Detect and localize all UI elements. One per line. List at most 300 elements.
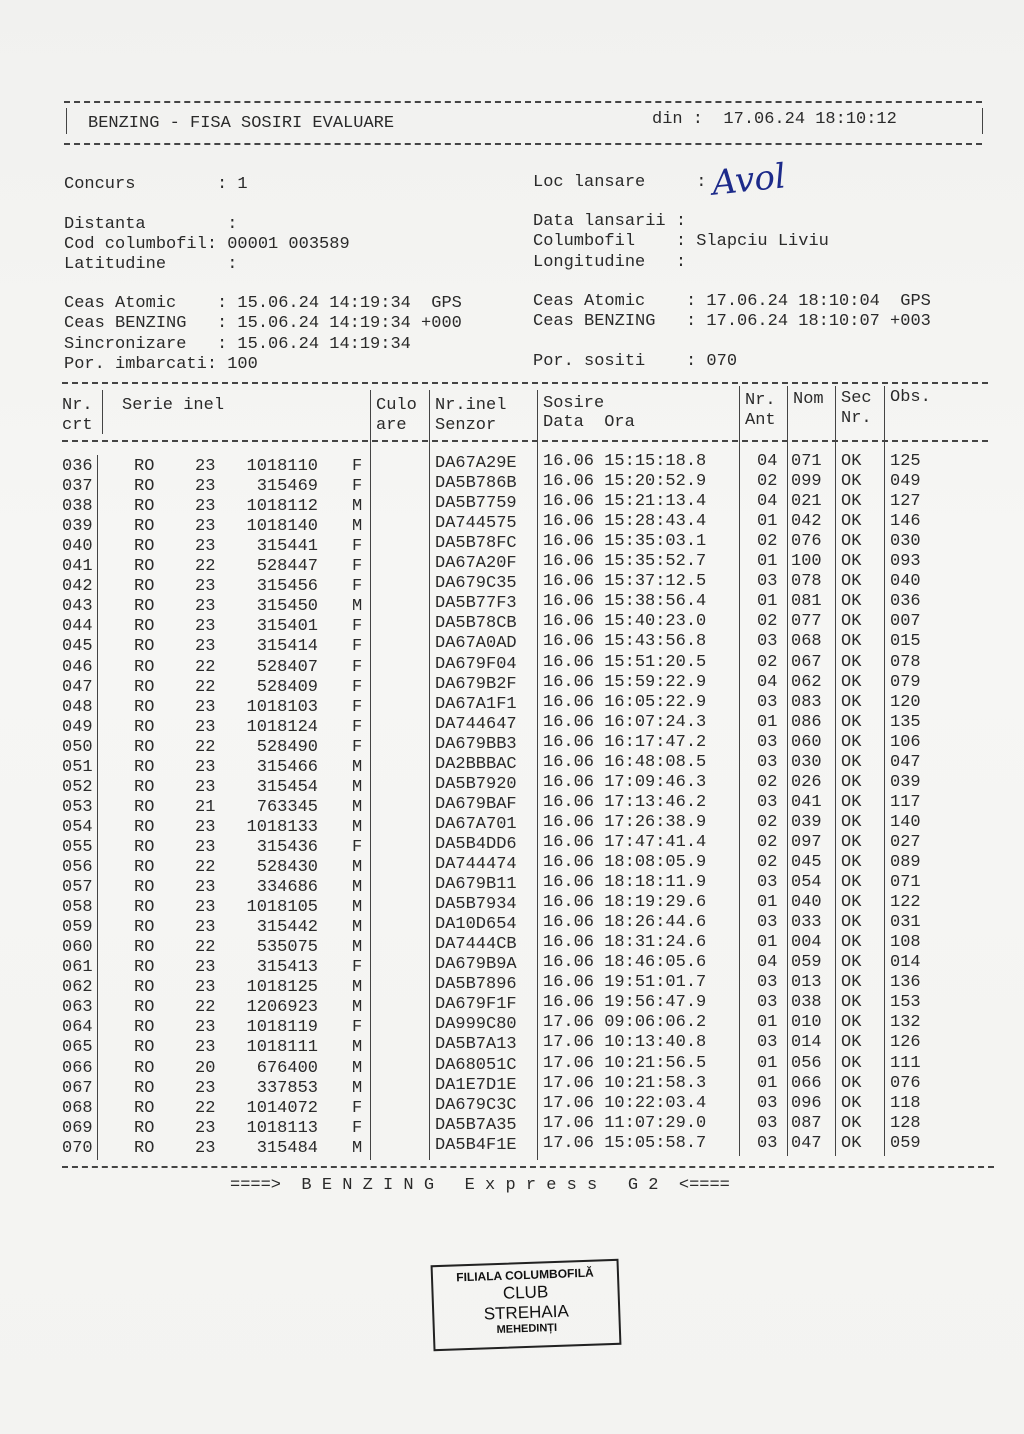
col-nr: Nr. (62, 396, 93, 415)
table-row: 060 RO 22 535075 M DA7444CB 16.06 18:31:24.6 01 004 OK 108 (62, 933, 921, 958)
cell-sex: M (352, 858, 363, 877)
cell-crt: 070 (62, 1138, 93, 1158)
cell-sensor: DA67A0AD (435, 634, 517, 654)
cell-nom: 062 (791, 672, 822, 692)
cell-sec: OK (841, 933, 862, 953)
table-row: 056 RO 22 528430 M DA744474 16.06 18:08:05.9 02 045 OK 089 (62, 853, 921, 877)
cell-sex: M (352, 817, 363, 837)
cell-crt: 054 (62, 817, 93, 837)
cell-sec: OK (841, 672, 862, 692)
cell-nom: 059 (791, 953, 822, 973)
col-senzor: Senzor (435, 416, 497, 435)
cell-sensor: DA5B7934 (435, 895, 517, 915)
cell-sec: OK (841, 893, 862, 913)
cell-sex: F (352, 637, 363, 657)
cell-obs: 049 (890, 472, 921, 492)
cell-year: 23 (195, 1118, 216, 1138)
cell-country: RO (134, 697, 155, 717)
cell-obs: 059 (890, 1133, 921, 1153)
info-columbofil: Columbofil : Slapciu Liviu (533, 232, 829, 251)
cell-ant: 03 (757, 732, 778, 752)
cell-arrival: 16.06 15:38:56.4 (543, 592, 707, 612)
header-bottom-border (64, 143, 982, 145)
cell-ant: 04 (757, 672, 778, 692)
cell-year: 23 (195, 757, 216, 777)
cell-nom: 077 (791, 612, 822, 632)
cell-country: RO (134, 557, 155, 577)
cell-year: 21 (195, 797, 216, 817)
document-title: BENZING - FISA SOSIRI EVALUARE (88, 114, 395, 133)
cell-nom: 040 (791, 893, 822, 913)
cell-sex: F (352, 617, 363, 637)
cell-sensor: DA5B7A35 (435, 1115, 517, 1135)
cell-sex: M (352, 757, 363, 777)
cell-nom: 078 (791, 572, 822, 592)
cell-sensor: DA679C3C (435, 1095, 517, 1115)
cell-sex: M (352, 517, 363, 537)
cell-sex: F (352, 717, 363, 737)
cell-ant: 02 (757, 612, 778, 632)
table-row: 052 RO 23 315454 M DA5B7920 16.06 17:09:46.3 02 026 OK 039 (62, 772, 921, 797)
cell-sensor: DA5B77F3 (435, 594, 517, 614)
cell-arrival: 16.06 15:43:56.8 (543, 632, 707, 652)
cell-sec: OK (841, 993, 862, 1013)
info-sincronizare: Sincronizare : 15.06.24 14:19:34 (64, 335, 411, 354)
cell-ant: 01 (757, 592, 778, 612)
cell-country: RO (134, 757, 155, 777)
cell-arrival: 16.06 17:13:46.2 (543, 792, 707, 812)
cell-year: 23 (195, 457, 216, 476)
cell-nom: 042 (791, 512, 822, 532)
cell-sex: F (352, 557, 363, 577)
cell-sex: M (352, 998, 363, 1018)
cell-obs: 078 (890, 652, 921, 672)
cell-nom: 030 (791, 752, 822, 772)
cell-ant: 03 (757, 752, 778, 772)
cell-sex: M (352, 878, 363, 898)
cell-nom: 100 (791, 552, 822, 572)
cell-sec: OK (841, 492, 862, 512)
cell-year: 23 (195, 617, 216, 637)
cell-ant: 01 (757, 933, 778, 953)
cell-sex: M (352, 918, 363, 938)
cell-ant: 01 (757, 893, 778, 913)
cell-sex: F (352, 737, 363, 757)
col-sep (102, 390, 103, 434)
cell-obs: 106 (890, 732, 921, 752)
info-ceas-benzing-right: Ceas BENZING : 17.06.24 18:10:07 +003 (533, 312, 931, 331)
cell-obs: 040 (890, 572, 921, 592)
cell-nom: 039 (791, 812, 822, 832)
cell-year: 23 (195, 898, 216, 918)
cell-year: 23 (195, 1138, 216, 1158)
cell-sec: OK (841, 1093, 862, 1113)
col-data-ora: Data Ora (543, 413, 635, 432)
cell-country: RO (134, 497, 155, 517)
cell-sensor: DA5B7896 (435, 975, 517, 995)
cell-sec: OK (841, 632, 862, 652)
cell-crt: 052 (62, 777, 93, 797)
cell-sec: OK (841, 512, 862, 532)
cell-year: 23 (195, 697, 216, 717)
cell-year: 23 (195, 1038, 216, 1058)
cell-obs: 140 (890, 812, 921, 832)
cell-nom: 045 (791, 853, 822, 872)
cell-nom: 047 (791, 1133, 822, 1153)
cell-crt: 047 (62, 677, 93, 697)
cell-sensor: DA679BB3 (435, 734, 517, 754)
cell-sec: OK (841, 1113, 862, 1133)
cell-sex: F (352, 958, 363, 978)
cell-sensor: DA744474 (435, 855, 517, 874)
table-row: 050 RO 22 528490 F DA679BB3 16.06 16:17:47.2 03 060 OK 106 (62, 732, 921, 757)
cell-sec: OK (841, 652, 862, 672)
cell-nom: 067 (791, 652, 822, 672)
cell-sec: OK (841, 1033, 862, 1053)
cell-crt: 055 (62, 837, 93, 857)
table-row: 043 RO 23 315450 M DA5B77F3 16.06 15:38:56.4 01 081 OK 036 (62, 592, 921, 617)
cell-ant: 01 (757, 1013, 778, 1033)
header-left-border (66, 108, 67, 134)
cell-ant: 02 (757, 652, 778, 672)
cell-sensor: DA679B2F (435, 674, 517, 694)
info-data-lansarii: Data lansarii : (533, 212, 687, 231)
cell-arrival: 17.06 10:22:03.4 (543, 1093, 707, 1113)
cell-ant: 03 (757, 873, 778, 893)
cell-crt: 051 (62, 757, 93, 777)
cell-crt: 038 (62, 497, 93, 517)
cell-sex: M (352, 797, 363, 817)
cell-sec: OK (841, 752, 862, 772)
cell-arrival: 16.06 15:20:52.9 (543, 472, 707, 492)
table-row: 059 RO 23 315442 M DA10D654 16.06 18:26:44.6 03 033 OK 031 (62, 913, 921, 938)
cell-ant: 04 (757, 452, 778, 471)
cell-country: RO (134, 617, 155, 637)
col-obs: Obs. (890, 388, 931, 407)
cell-sec: OK (841, 712, 862, 732)
cell-sensor: DA5B78FC (435, 534, 517, 554)
cell-year: 23 (195, 918, 216, 938)
cell-ant: 03 (757, 973, 778, 993)
cell-country: RO (134, 1098, 155, 1118)
cell-ant: 03 (757, 913, 778, 933)
cell-nom: 041 (791, 792, 822, 812)
cell-sex: M (352, 1078, 363, 1098)
col-nom: Nom (793, 390, 824, 409)
cell-sec: OK (841, 592, 862, 612)
cell-ant: 01 (757, 712, 778, 732)
cell-sex: M (352, 1138, 363, 1158)
cell-crt: 060 (62, 938, 93, 958)
cell-crt: 050 (62, 737, 93, 757)
cell-country: RO (134, 998, 155, 1018)
cell-sex: M (352, 1038, 363, 1058)
table-row: 049 RO 23 1018124 F DA744647 16.06 16:07:24.3 01 086 OK 135 (62, 712, 921, 737)
cell-country: RO (134, 737, 155, 757)
cell-year: 23 (195, 597, 216, 617)
cell-sensor: DA1E7D1E (435, 1075, 517, 1095)
cell-country: RO (134, 777, 155, 797)
cell-obs: 089 (890, 853, 921, 872)
cell-ant: 04 (757, 953, 778, 973)
cell-ant: 03 (757, 1093, 778, 1113)
cell-crt: 063 (62, 998, 93, 1018)
table-row: 063 RO 22 1206923 M DA679F1F 16.06 19:56:47.9 03 038 OK 153 (62, 993, 921, 1018)
cell-country: RO (134, 938, 155, 958)
cell-nom: 026 (791, 772, 822, 792)
cell-arrival: 16.06 19:51:01.7 (543, 973, 707, 993)
cell-obs: 146 (890, 512, 921, 532)
header-right-border (982, 108, 983, 134)
cell-arrival: 16.06 15:35:52.7 (543, 552, 707, 572)
cell-crt: 040 (62, 537, 93, 557)
cell-nom: 004 (791, 933, 822, 953)
cell-country: RO (134, 657, 155, 677)
cell-arrival: 16.06 16:48:08.5 (543, 752, 707, 772)
cell-obs: 039 (890, 772, 921, 792)
cell-year: 23 (195, 637, 216, 657)
cell-crt: 067 (62, 1078, 93, 1098)
cell-arrival: 16.06 18:31:24.6 (543, 933, 707, 953)
cell-ant: 03 (757, 1113, 778, 1133)
info-distanta: Distanta : (64, 215, 238, 234)
col-nr-ant-top: Nr. (745, 391, 776, 410)
cell-country: RO (134, 858, 155, 877)
cell-ant: 03 (757, 1133, 778, 1153)
col-sec-nr: Nr. (841, 409, 872, 428)
table-row: 042 RO 23 315456 F DA679C35 16.06 15:37:12.5 03 078 OK 040 (62, 572, 921, 597)
cell-arrival: 16.06 18:26:44.6 (543, 913, 707, 933)
table-row: 053 RO 21 763345 M DA679BAF 16.06 17:13:46.2 03 041 OK 117 (62, 792, 921, 817)
cell-ant: 03 (757, 632, 778, 652)
table-row: 065 RO 23 1018111 M DA5B7A13 17.06 10:13:40.8 03 014 OK 126 (62, 1033, 921, 1058)
table-row: 037 RO 23 315469 F DA5B786B 16.06 15:20:52.9 02 099 OK 049 (62, 472, 921, 497)
cell-nom: 087 (791, 1113, 822, 1133)
cell-country: RO (134, 918, 155, 938)
cell-country: RO (134, 677, 155, 697)
cell-sec: OK (841, 812, 862, 832)
cell-sex: F (352, 537, 363, 557)
cell-ant: 02 (757, 772, 778, 792)
stamp-line-3: STREHAIA (483, 1301, 570, 1324)
cell-sensor: DA679BAF (435, 794, 517, 814)
cell-country: RO (134, 978, 155, 998)
cell-year: 22 (195, 677, 216, 697)
table-row: 069 RO 23 1018113 F DA5B7A35 17.06 11:07:29.0 03 087 OK 128 (62, 1113, 921, 1138)
cell-sensor: DA744647 (435, 714, 517, 734)
cell-sex: M (352, 978, 363, 998)
cell-obs: 153 (890, 993, 921, 1013)
cell-year: 22 (195, 1098, 216, 1118)
cell-crt: 048 (62, 697, 93, 717)
cell-ant: 03 (757, 792, 778, 812)
cell-obs: 027 (890, 832, 921, 852)
cell-obs: 071 (890, 873, 921, 893)
col-crt: crt (62, 416, 93, 435)
cell-nom: 038 (791, 993, 822, 1013)
cell-obs: 031 (890, 913, 921, 933)
cell-year: 23 (195, 777, 216, 797)
info-ceas-atomic-left: Ceas Atomic : 15.06.24 14:19:34 GPS (64, 294, 462, 313)
header-date: din : 17.06.24 18:10:12 (652, 110, 897, 129)
col-sosire: Sosire (543, 394, 605, 413)
cell-nom: 056 (791, 1053, 822, 1073)
cell-sensor: DA10D654 (435, 915, 517, 935)
cell-nom: 013 (791, 973, 822, 993)
table-row: 055 RO 23 315436 F DA5B4DD6 16.06 17:47:41.4 02 097 OK 027 (62, 832, 921, 857)
cell-country: RO (134, 797, 155, 817)
cell-arrival: 16.06 18:08:05.9 (543, 853, 707, 872)
cell-sec: OK (841, 1133, 862, 1153)
cell-year: 23 (195, 1018, 216, 1038)
table-row: 054 RO 23 1018133 M DA67A701 16.06 17:26:38.9 02 039 OK 140 (62, 812, 921, 837)
cell-obs: 007 (890, 612, 921, 632)
cell-sex: F (352, 677, 363, 697)
cell-country: RO (134, 817, 155, 837)
cell-sec: OK (841, 913, 862, 933)
cell-ant: 01 (757, 1053, 778, 1073)
cell-nom: 010 (791, 1013, 822, 1033)
cell-arrival: 17.06 10:13:40.8 (543, 1033, 707, 1053)
cell-year: 23 (195, 958, 216, 978)
cell-sensor: DA5B4F1E (435, 1135, 517, 1155)
cell-sex: F (352, 1098, 363, 1118)
cell-year: 22 (195, 998, 216, 1018)
cell-year: 20 (195, 1058, 216, 1078)
cell-crt: 058 (62, 898, 93, 918)
cell-sex: F (352, 657, 363, 677)
table-row: 039 RO 23 1018140 M DA744575 16.06 15:28:43.4 01 042 OK 146 (62, 512, 921, 537)
cell-sensor: DA999C80 (435, 1015, 517, 1035)
cell-country: RO (134, 477, 155, 497)
cell-sensor: DA5B7759 (435, 494, 517, 514)
cell-obs: 136 (890, 973, 921, 993)
cell-sec: OK (841, 472, 862, 492)
cell-arrival: 16.06 17:47:41.4 (543, 832, 707, 852)
cell-sex: F (352, 697, 363, 717)
cell-crt: 068 (62, 1098, 93, 1118)
cell-sex: M (352, 898, 363, 918)
cell-nom: 099 (791, 472, 822, 492)
cell-sex: M (352, 938, 363, 958)
info-loc-lansare: Loc lansare : (533, 173, 707, 192)
cell-sensor: DA5B78CB (435, 614, 517, 634)
cell-sec: OK (841, 973, 862, 993)
cell-arrival: 16.06 18:19:29.6 (543, 893, 707, 913)
cell-year: 22 (195, 557, 216, 577)
cell-year: 23 (195, 537, 216, 557)
cell-sec: OK (841, 552, 862, 572)
cell-year: 23 (195, 477, 216, 497)
cell-sex: F (352, 1118, 363, 1138)
cell-ant: 02 (757, 812, 778, 832)
cell-obs: 117 (890, 792, 921, 812)
cell-sex: M (352, 777, 363, 797)
cell-ant: 01 (757, 552, 778, 572)
cell-country: RO (134, 717, 155, 737)
table-row: 040 RO 23 315441 F DA5B78FC 16.06 15:35:03.1 02 076 OK 030 (62, 532, 921, 557)
cell-sex: F (352, 577, 363, 597)
cell-crt: 049 (62, 717, 93, 737)
cell-crt: 065 (62, 1038, 93, 1058)
cell-sec: OK (841, 853, 862, 872)
cell-sensor: DA2BBBAC (435, 754, 517, 774)
cell-year: 23 (195, 837, 216, 857)
cell-sex: M (352, 597, 363, 617)
cell-arrival: 16.06 15:40:23.0 (543, 612, 707, 632)
table-row: 057 RO 23 334686 M DA679B11 16.06 18:18:11.9 03 054 OK 071 (62, 873, 921, 898)
stamp-line-1: FILIALA COLUMBOFILĂ (455, 1265, 594, 1285)
table-row: 038 RO 23 1018112 M DA5B7759 16.06 15:21:13.4 04 021 OK 127 (62, 492, 921, 517)
cell-ant: 01 (757, 1073, 778, 1093)
table-row: 051 RO 23 315466 M DA2BBBAC 16.06 16:48:08.5 03 030 OK 047 (62, 752, 921, 777)
cell-country: RO (134, 637, 155, 657)
cell-country: RO (134, 1038, 155, 1058)
cell-year: 23 (195, 1078, 216, 1098)
cell-sex: M (352, 497, 363, 517)
cell-obs: 093 (890, 552, 921, 572)
cell-nom: 060 (791, 732, 822, 752)
cell-arrival: 16.06 16:05:22.9 (543, 692, 707, 712)
cell-arrival: 16.06 17:26:38.9 (543, 812, 707, 832)
cell-sex: F (352, 457, 363, 476)
col-sec: Sec (841, 389, 872, 408)
cell-sec: OK (841, 953, 862, 973)
cell-crt: 057 (62, 878, 93, 898)
columns-top-border (62, 382, 988, 384)
info-por-sositi: Por. sositi : 070 (533, 352, 738, 371)
cell-nom: 096 (791, 1093, 822, 1113)
stamp-line-2: CLUB (502, 1282, 549, 1303)
cell-obs: 047 (890, 752, 921, 772)
cell-year: 23 (195, 517, 216, 537)
cell-sec: OK (841, 873, 862, 893)
cell-arrival: 16.06 18:46:05.6 (543, 953, 707, 973)
cell-nom: 081 (791, 592, 822, 612)
table-row: 036 RO 23 1018110 F DA67A29E 16.06 15:15:18.8 04 071 OK 125 (62, 452, 921, 476)
cell-obs: 125 (890, 452, 921, 471)
cell-year: 23 (195, 577, 216, 597)
cell-crt: 059 (62, 918, 93, 938)
cell-sensor: DA5B786B (435, 474, 517, 494)
cell-sensor: DA68051C (435, 1055, 517, 1075)
cell-crt: 042 (62, 577, 93, 597)
cell-ant: 03 (757, 572, 778, 592)
cell-crt: 053 (62, 797, 93, 817)
cell-sensor: DA5B7A13 (435, 1035, 517, 1055)
cell-sex: M (352, 1058, 363, 1078)
cell-sensor: DA5B7920 (435, 774, 517, 794)
table-row: 047 RO 22 528409 F DA679B2F 16.06 15:59:22.9 04 062 OK 079 (62, 672, 921, 697)
cell-arrival: 16.06 15:28:43.4 (543, 512, 707, 532)
cell-obs: 111 (890, 1053, 921, 1073)
cell-crt: 046 (62, 657, 93, 677)
cell-year: 23 (195, 817, 216, 837)
cell-year: 23 (195, 978, 216, 998)
table-row: 044 RO 23 315401 F DA5B78CB 16.06 15:40:23.0 02 077 OK 007 (62, 612, 921, 637)
cell-sec: OK (841, 532, 862, 552)
cell-sec: OK (841, 1073, 862, 1093)
cell-obs: 120 (890, 692, 921, 712)
cell-sex: F (352, 837, 363, 857)
cell-year: 23 (195, 878, 216, 898)
cell-crt: 056 (62, 858, 93, 877)
cell-sec: OK (841, 832, 862, 852)
cell-arrival: 16.06 15:21:13.4 (543, 492, 707, 512)
cell-sensor: DA67A29E (435, 454, 517, 473)
club-stamp (431, 1259, 622, 1352)
col-ant: Ant (745, 411, 776, 430)
